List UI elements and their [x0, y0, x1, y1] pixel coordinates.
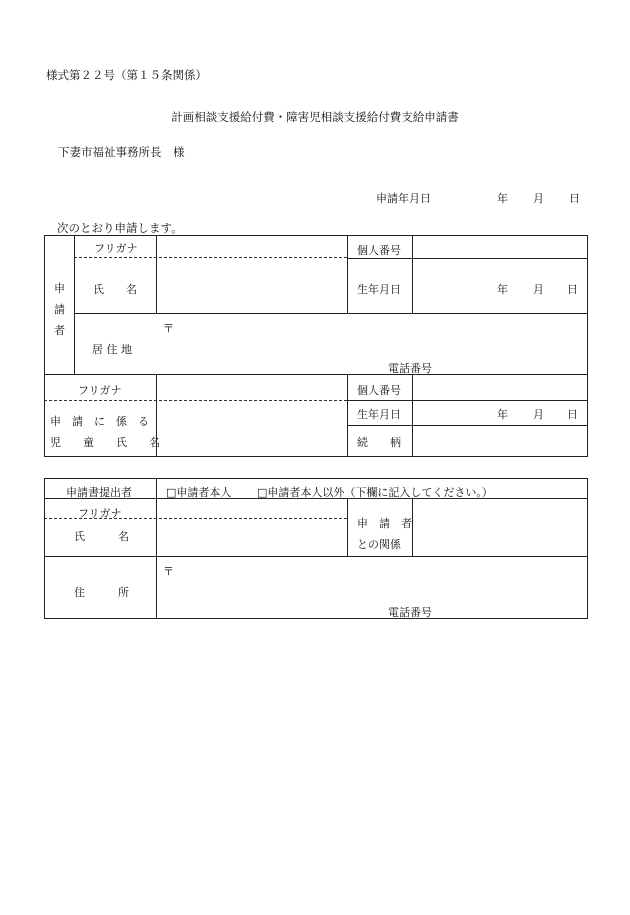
child-relation-field[interactable] — [413, 426, 586, 455]
applicant-name-label: 氏 名 — [93, 283, 137, 296]
applicant-furigana-field[interactable] — [157, 236, 346, 256]
submitter-furigana-field[interactable] — [157, 499, 346, 517]
addressee: 下妻市福祉事務所長 様 — [58, 145, 185, 159]
applicant-address-label: 居 住 地 — [92, 343, 132, 356]
application-date-day: 日 — [569, 192, 580, 205]
application-date-month: 月 — [533, 192, 544, 205]
applicant-side-label-2: 請 — [54, 303, 65, 316]
submitter-option-self[interactable]: □申請者本人 — [166, 486, 232, 499]
child-furigana-field[interactable] — [157, 375, 346, 399]
submitter-name-field[interactable] — [157, 520, 346, 555]
applicant-name-field[interactable] — [157, 259, 346, 312]
submitter-furigana-label: フリガナ — [78, 507, 122, 520]
applicant-side-label-1: 申 — [54, 282, 65, 295]
applicant-postal-mark: 〒 — [163, 322, 174, 335]
submitter-relation-label-line1: 申 請 者 — [357, 517, 412, 530]
child-birthdate-label: 生年月日 — [357, 408, 401, 421]
child-personal-number-field[interactable] — [413, 375, 586, 399]
intro-text: 次のとおり申請します。 — [57, 221, 183, 235]
child-furigana-label: フリガナ — [78, 384, 122, 397]
submitter-relation-label-line2: との関係 — [357, 538, 401, 551]
child-label-line2: 児 童 氏 名 — [50, 436, 160, 449]
child-birth-day: 日 — [567, 408, 578, 421]
document-title: 計画相談支援給付費・障害児相談支援給付費支給申請書 — [171, 110, 459, 124]
submitter-option-other[interactable]: □申請者本人以外（下欄に記入してください。） — [257, 486, 493, 499]
applicant-phone-label: 電話番号 — [388, 362, 432, 375]
child-birth-month: 月 — [533, 408, 544, 421]
child-personal-number-label: 個人番号 — [357, 384, 401, 397]
applicant-personal-number-label: 個人番号 — [357, 244, 401, 257]
applicant-birth-day: 日 — [567, 283, 578, 296]
submitter-address-field[interactable] — [157, 557, 586, 617]
applicant-side-label-3: 者 — [54, 324, 65, 337]
applicant-birth-month: 月 — [533, 283, 544, 296]
application-date-label: 申請年月日 — [376, 192, 431, 205]
submitter-label: 申請書提出者 — [66, 486, 132, 499]
child-label-line1: 申 請 に 係 る — [50, 415, 149, 428]
applicant-address-field[interactable] — [157, 314, 586, 373]
submitter-name-label: 氏 名 — [74, 530, 129, 543]
submitter-relation-field[interactable] — [413, 499, 586, 555]
child-name-field[interactable] — [157, 401, 346, 455]
applicant-birthdate-label: 生年月日 — [357, 283, 401, 296]
applicant-furigana-label: フリガナ — [94, 242, 138, 255]
applicant-personal-number-field[interactable] — [413, 236, 586, 257]
submitter-postal-mark: 〒 — [163, 565, 174, 578]
form-number: 様式第２２号（第１５条関係） — [46, 68, 207, 82]
application-date-year: 年 — [497, 192, 508, 205]
child-birth-year: 年 — [497, 408, 508, 421]
submitter-address-label: 住 所 — [74, 586, 129, 599]
child-relation-label: 続 柄 — [357, 436, 401, 449]
applicant-birth-year: 年 — [497, 283, 508, 296]
submitter-phone-label: 電話番号 — [388, 606, 432, 619]
